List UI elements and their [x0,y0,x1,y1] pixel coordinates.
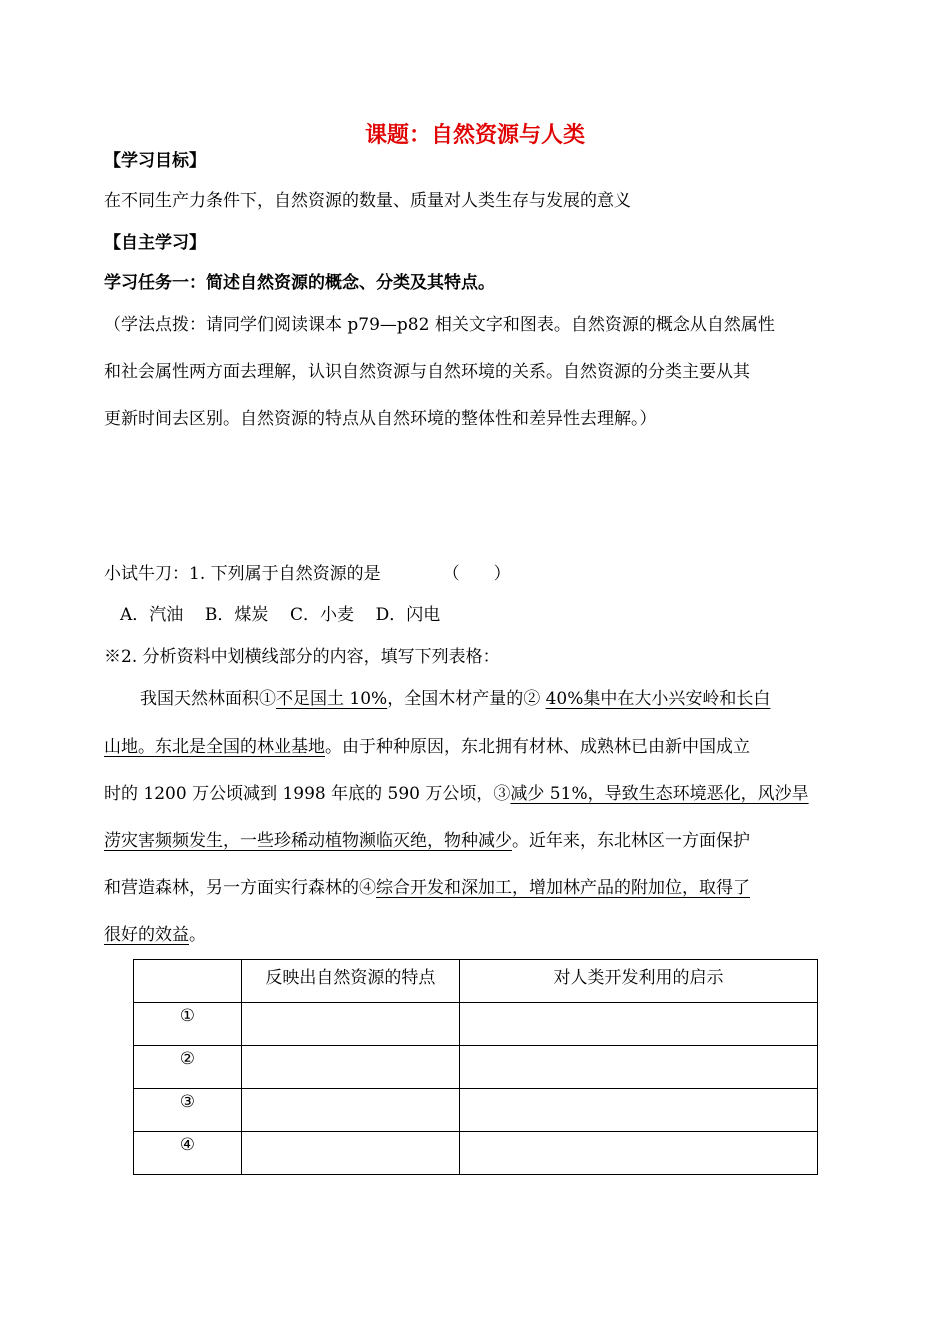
passage-text: 时的 1200 万公顷减到 1998 年底的 590 万公顷，③ [104,784,511,804]
passage-line-4 [104,830,750,852]
passage-text: 。 [189,925,206,945]
answer-table [133,959,818,1175]
task1-heading: 学习任务一：简述自然资源的概念、分类及其特点。 [104,273,495,293]
hint-line-1: （学法点拨：请同学们阅读课本 p79—p82 相关文字和图表。自然资源的概念从自然属性 [104,315,775,335]
answer-blank[interactable]: （ ） [442,564,511,584]
passage-text: 。近年来，东北林区一方面保护 [512,831,750,851]
table-header-row [134,960,818,1003]
passage-line-5 [104,877,750,899]
question-2: ※2. 分析资料中划横线部分的内容，填写下列表格： [104,647,500,667]
insight-cell[interactable] [460,1046,818,1089]
row-label: ④ [134,1132,242,1175]
table-row [134,1046,818,1089]
underlined-text: 40%集中在大小兴安岭和长白 [545,689,771,709]
table-header-index [134,960,242,1003]
passage-line-2 [104,736,750,758]
passage-line-1 [140,688,770,710]
feature-cell[interactable] [241,1003,459,1046]
self-study-heading: 【自主学习】 [104,233,206,253]
table-header-insight: 对人类开发利用的启示 [460,960,818,1003]
option-b[interactable]: B．煤炭 [204,605,269,625]
passage-line-3 [104,783,809,805]
passage-text: 。由于种种原因，东北拥有材林、成熟林已由新中国成立 [325,737,750,757]
goal-heading: 【学习目标】 [104,151,206,171]
question-1 [104,563,511,585]
table-header-feature: 反映出自然资源的特点 [241,960,459,1003]
feature-cell[interactable] [241,1089,459,1132]
passage-text: 和营造森林，另一方面实行森林的④ [104,878,376,898]
insight-cell[interactable] [460,1132,818,1175]
passage-text: ，全国木材产量的② [387,689,546,709]
insight-cell[interactable] [460,1089,818,1132]
option-d[interactable]: D．闪电 [375,605,441,625]
insight-cell[interactable] [460,1003,818,1046]
passage-line-6 [104,924,206,946]
passage-text: 我国天然林面积① [140,689,276,709]
question-1-text: 小试牛刀：1. 下列属于自然资源的是 [104,564,381,584]
underlined-text: 减少 51%，导致生态环境恶化，风沙旱 [510,784,809,804]
goal-text: 在不同生产力条件下，自然资源的数量、质量对人类生存与发展的意义 [104,191,631,211]
option-c[interactable]: C．小麦 [290,605,355,625]
row-label: ③ [134,1089,242,1132]
underlined-text: 不足国土 10% [276,689,388,709]
table-row [134,1132,818,1175]
table-row [134,1003,818,1046]
feature-cell[interactable] [241,1046,459,1089]
hint-line-2: 和社会属性两方面去理解，认识自然资源与自然环境的关系。自然资源的分类主要从其 [104,362,750,382]
option-a[interactable]: A．汽油 [120,605,184,625]
feature-cell[interactable] [241,1132,459,1175]
underlined-text: 涝灾害频频发生，一些珍稀动植物濒临灭绝，物种减少 [104,831,512,851]
underlined-text: 山地。东北是全国的林业基地 [104,737,325,757]
row-label: ① [134,1003,242,1046]
underlined-text: 很好的效益 [104,925,189,945]
row-label: ② [134,1046,242,1089]
page-title: 课题：自然资源与人类 [364,123,585,148]
question-1-options [120,604,440,626]
underlined-text: 综合开发和深加工，增加林产品的附加位，取得了 [376,878,750,898]
table-row [134,1089,818,1132]
hint-line-3: 更新时间去区别。自然资源的特点从自然环境的整体性和差异性去理解。） [104,409,657,429]
